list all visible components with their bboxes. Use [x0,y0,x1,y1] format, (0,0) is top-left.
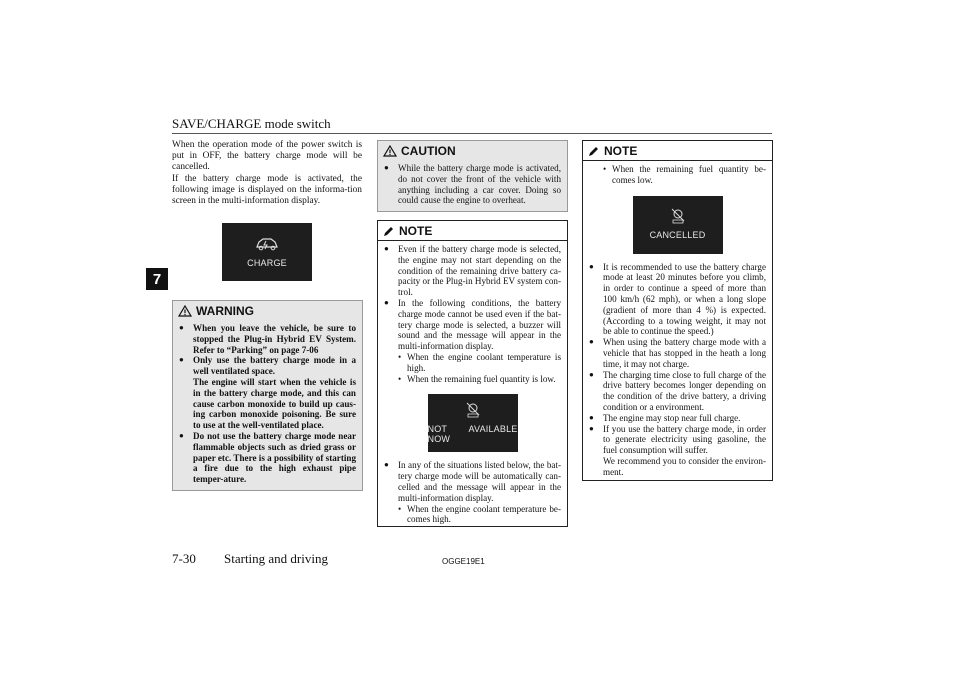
sub-list-item: • When the engine coolant temperature is high. [398,351,561,373]
not-available-display-image [428,394,518,452]
caution-box [377,140,568,212]
charge-display-image [222,223,312,281]
bullet-icon: ● [589,337,594,347]
caution-body [378,160,567,211]
pencil-icon [588,145,600,157]
paragraph: If the battery charge mode is activated, the following image is displayed on the informa-tion screen in the multi-information display. [172,173,362,207]
sub-bullet-icon: • [398,351,402,362]
list-item: ● Only use the battery charge mode in a well ventilated space. The engine will start when the vehicle is in the battery charge mode, and this can cause carbon monoxide to build up caus-ing carbon monoxide poisoning. Be sure to use at the well-ventilated place. [179,355,356,431]
warning-title: WARNING [196,303,254,318]
note-box-right [582,140,773,481]
note-body [583,161,772,483]
list-item: ● It is recommended to use the battery charge mode at least 20 minutes before you climb, in order to continue a speed of more than 100 km/h (62 mph), or when a long slope (gradient of more than 4 %) is expected. (According to a towing weight, it may not be able to continue the speed.) [589,261,766,337]
bullet-icon: ● [384,297,389,307]
note-body [378,241,567,530]
list-item: ● In the following conditions, the battery charge mode cannot be used even if the bat-tery charge mode is selected, a buzzer will sound and the message will appear in the multi-information display. [384,297,561,352]
list-item: ● When using the battery charge mode with a vehicle that has stopped in the heath a long time, it may not charge. [589,337,766,369]
bullet-icon: ● [384,460,389,470]
note-title: NOTE [399,223,433,238]
warning-header [173,301,362,320]
screen-label: CHARGE [247,258,287,268]
car-charge-icon [254,236,280,252]
sub-list-item: • When the engine coolant temperature be-comes high. [398,503,561,525]
bullet-icon: ● [589,369,594,379]
list-item: ● The engine may stop near full charge. [589,412,741,423]
bullet-icon: ● [179,355,184,365]
bullet-icon: ● [384,244,389,253]
bullet-icon: ● [589,423,594,433]
bullet-icon: ● [384,163,389,172]
section-title: Starting and driving [224,551,328,566]
left-column-text [172,140,362,207]
sub-bullet-icon: • [398,503,402,514]
caution-header [378,141,567,160]
sub-list-item: • When the remaining fuel quantity is low. [398,373,556,384]
list-item: ● The charging time close to full charge of the drive battery becomes longer depending on the condition of the drive battery, a driving condition or a environment. [589,369,766,412]
bullet-icon: ● [589,412,594,422]
caution-triangle-icon [383,145,397,157]
note-header [583,141,772,161]
warning-box [172,300,363,491]
sub-bullet-icon: • [398,373,402,384]
sub-list-item: • When the remaining fuel quantity be-comes low. [603,164,766,185]
list-item: ● When you leave the vehicle, be sure to stopped the Plug-in Hybrid EV System. Refer to “Parking” on page 7-06 [179,323,356,355]
note-header [378,221,567,241]
charge-mode-icon [669,208,687,224]
warning-triangle-icon [178,305,192,317]
document-code: OGGE19E1 [442,557,485,566]
note-box-middle [377,220,568,527]
screen-label: CANCELLED [649,230,706,241]
page-number: 7-30 [172,551,196,566]
list-item: ● Even if the battery charge mode is selected, the engine may not start depending on the condition of the remaining drive battery ca-pacity or the Plug-in Hybrid EV system con-trol. [384,244,561,298]
bullet-icon: ● [589,261,594,271]
pencil-icon [383,225,395,237]
charge-mode-icon [464,402,482,418]
caution-title: CAUTION [401,143,456,158]
bullet-icon: ● [179,430,184,440]
cancelled-display-image [633,196,723,254]
list-item: ● While the battery charge mode is activated, do not cover the front of the vehicle with anything including a car cover. Doing so could cause the engine to overheat. [384,163,561,206]
list-item: ● In any of the situations listed below, the bat-tery charge mode will be automatically can-celled and the message will appear in the multi-information display. [384,460,561,503]
header-rule [172,133,772,134]
screen-label: NOT AVAILABLE NOW [427,423,518,445]
list-item: ● If you use the battery charge mode, in order to generate electricity using gasoline, the fuel consumption will suffer. We recommend you to consider the environ-ment. [589,423,766,477]
list-item: ● Do not use the battery charge mode near flammable objects such as dried grass or paper etc. There is a possibility of starting a fire due to the high exhaust pipe temper-ature. [179,430,356,485]
page-header-title: SAVE/CHARGE mode switch [172,116,331,131]
paragraph: When the operation mode of the power switch is put in OFF, the battery charge mode will be cancelled. [172,140,362,173]
bullet-icon: ● [179,323,184,332]
sub-bullet-icon: • [603,164,607,174]
chapter-tab: 7 [146,268,168,290]
note-title: NOTE [604,143,638,158]
warning-body [173,320,362,490]
